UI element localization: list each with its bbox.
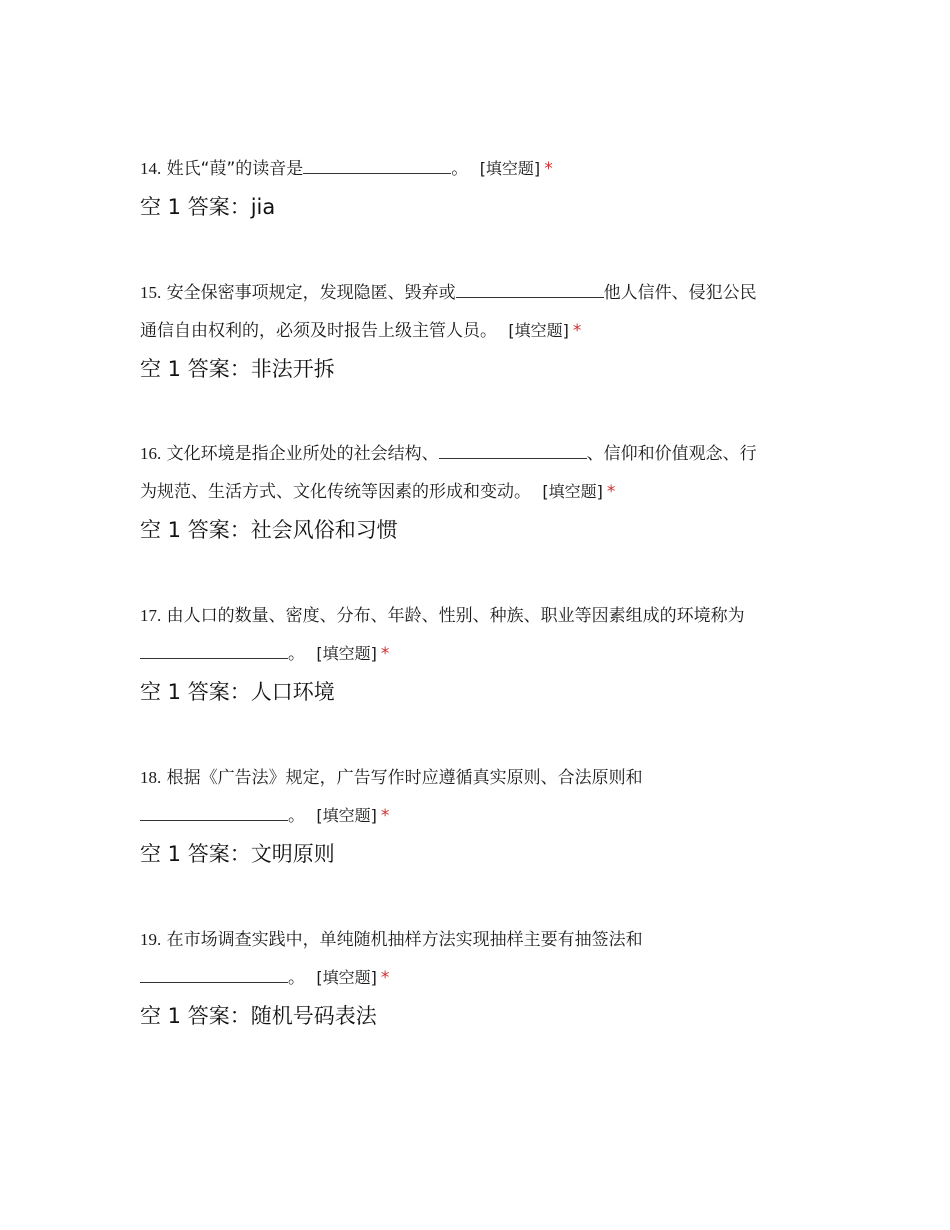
question-number: 14. (140, 159, 162, 178)
question-number: 19. (140, 930, 162, 949)
answer-line (140, 515, 810, 545)
question-14 (140, 150, 810, 222)
question-type-label: [填空题] (542, 482, 603, 501)
question-15 (140, 274, 810, 384)
question-prompt-cont: 他人信件、侵犯公民 (603, 283, 757, 303)
fill-blank (303, 159, 451, 174)
question-prompt: 姓氏“葭”的读音是 (166, 159, 304, 179)
fill-blank (439, 444, 587, 459)
question-number: 15. (140, 283, 162, 302)
answer-label: 空 1 答案： (140, 842, 251, 866)
answer-label: 空 1 答案： (140, 680, 251, 704)
question-prompt-end: 。 (288, 644, 305, 664)
question-prompt-end: 。 (288, 968, 305, 988)
question-prompt: 安全保密事项规定，发现隐匿、毁弃或 (166, 283, 456, 303)
question-prompt: 根据《广告法》规定，广告写作时应遵循真实原则、合法原则和 (166, 768, 643, 788)
answer-value: jia (250, 195, 276, 219)
question-prompt: 在市场调查实践中，单纯随机抽样方法实现抽样主要有抽签法和 (166, 930, 643, 950)
question-text (140, 150, 810, 188)
question-text (140, 274, 810, 350)
question-19 (140, 921, 810, 1031)
question-16 (140, 435, 810, 545)
answer-value: 非法开拆 (250, 357, 335, 381)
question-text (140, 921, 810, 997)
question-type-label: [填空题] (316, 968, 377, 987)
answer-value: 随机号码表法 (250, 1004, 377, 1028)
question-prompt-cont: 、信仰和价值观念、行 (586, 444, 757, 464)
question-type-label: [填空题] (479, 159, 541, 178)
answer-value: 文明原则 (250, 842, 335, 866)
answer-line (140, 839, 810, 869)
question-prompt-line2: 通信自由权利的，必须及时报告上级主管人员。 (140, 321, 497, 341)
question-prompt: 由人口的数量、密度、分布、年龄、性别、种族、职业等因素组成的环境称为 (166, 606, 745, 626)
question-type-label: [填空题] (316, 806, 377, 825)
question-number: 17. (140, 606, 162, 625)
fill-blank (140, 968, 288, 983)
required-mark: * (380, 968, 390, 988)
fill-blank (140, 644, 288, 659)
question-text (140, 435, 810, 511)
question-number: 18. (140, 768, 162, 787)
answer-label: 空 1 答案： (140, 1004, 251, 1028)
question-text (140, 759, 810, 835)
answer-line (140, 354, 810, 384)
answer-value: 社会风俗和习惯 (250, 518, 398, 542)
required-mark: * (380, 806, 390, 826)
answer-value: 人口环境 (250, 680, 335, 704)
answer-label: 空 1 答案： (140, 195, 251, 219)
question-prompt-end: 。 (451, 159, 469, 179)
answer-line (140, 1001, 810, 1031)
required-mark: * (380, 644, 390, 664)
answer-line (140, 677, 810, 707)
question-type-label: [填空题] (508, 321, 569, 340)
answer-label: 空 1 答案： (140, 518, 251, 542)
required-mark: * (606, 482, 616, 502)
answer-label: 空 1 答案： (140, 357, 251, 381)
fill-blank (140, 806, 288, 821)
question-type-label: [填空题] (316, 644, 377, 663)
answer-line (140, 192, 810, 222)
question-prompt-end: 。 (288, 806, 305, 826)
question-text (140, 597, 810, 673)
required-mark: * (572, 321, 582, 341)
question-17 (140, 597, 810, 707)
question-prompt-line2: 为规范、生活方式、文化传统等因素的形成和变动。 (140, 482, 531, 502)
question-prompt: 文化环境是指企业所处的社会结构、 (166, 444, 439, 464)
required-mark: * (544, 159, 553, 179)
question-number: 16. (140, 444, 162, 463)
fill-blank (456, 283, 604, 298)
question-18 (140, 759, 810, 869)
